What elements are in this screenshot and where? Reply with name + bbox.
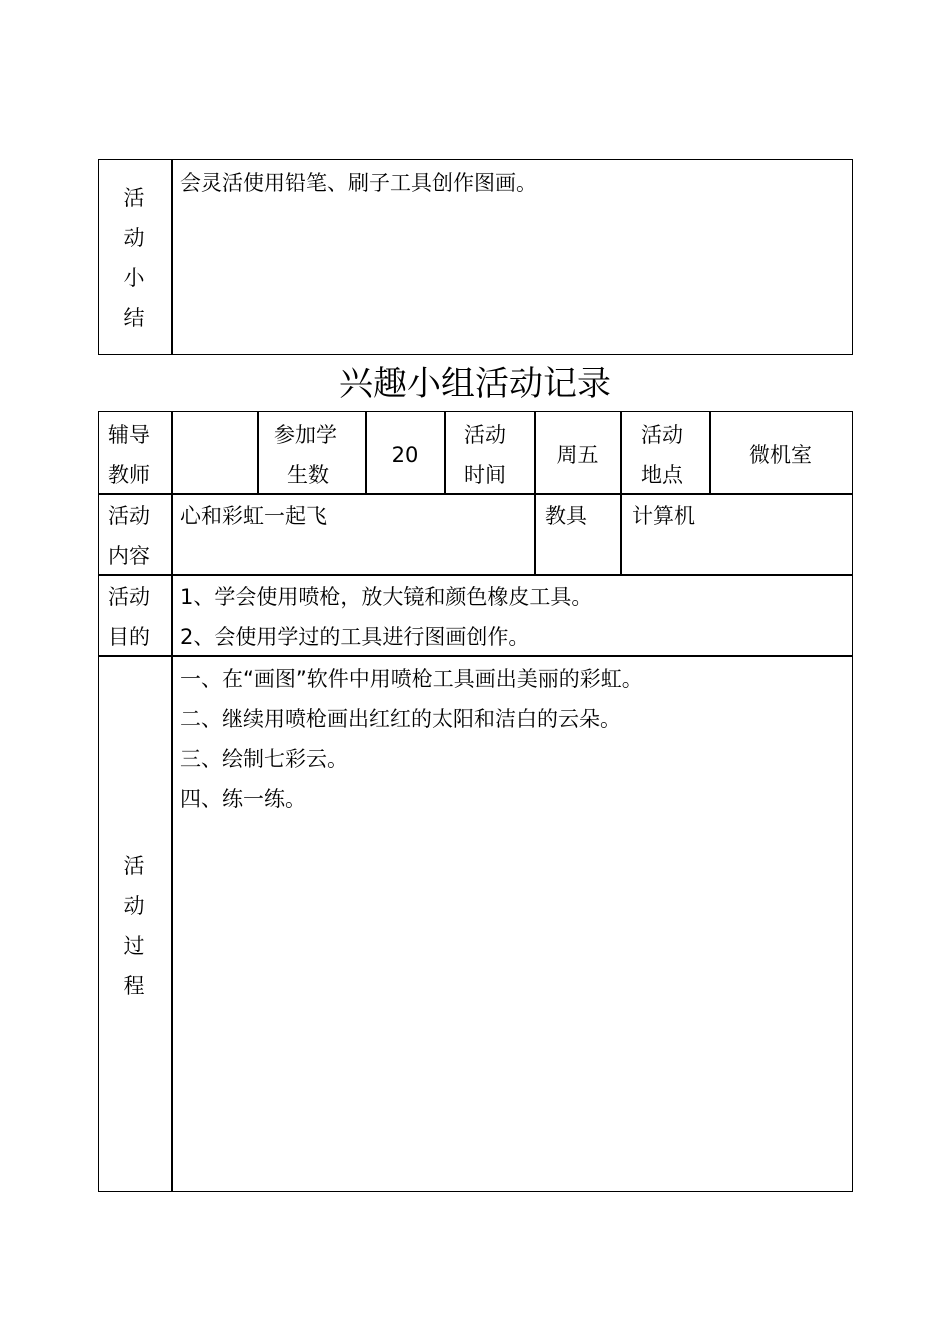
goal-label-line2: 目的 — [108, 625, 150, 649]
students-label-line2: 生数 — [287, 463, 329, 487]
place-label-line2: 地点 — [641, 463, 683, 487]
time-value: 周五 — [556, 443, 599, 467]
goal-label-line1: 活动 — [108, 585, 150, 609]
row1-divider-a — [257, 411, 259, 493]
summary-table-divider — [171, 159, 173, 355]
students-label-line1: 参加学 — [274, 423, 337, 447]
tools-value: 计算机 — [632, 504, 695, 528]
page-title: 兴趣小组活动记录 — [339, 364, 611, 404]
process-label: 活动过程 — [123, 854, 145, 998]
content-label-line1: 活动 — [108, 504, 150, 528]
time-label-line1: 活动 — [464, 423, 506, 447]
goal-item: 2、会使用学过的工具进行图画创作。 — [180, 625, 530, 649]
place-label-line1: 活动 — [641, 423, 683, 447]
content-label-line2: 内容 — [108, 544, 150, 568]
place-value: 微机室 — [749, 443, 812, 467]
row-divider-2 — [98, 574, 853, 576]
label-column-divider — [171, 411, 173, 1192]
tools-label: 教具 — [545, 504, 587, 528]
goal-item: 1、学会使用喷枪，放大镜和颜色橡皮工具。 — [180, 585, 593, 609]
process-step: 四、练一练。 — [180, 787, 306, 811]
students-value: 20 — [391, 443, 419, 467]
process-step: 三、绘制七彩云。 — [180, 747, 348, 771]
row1-divider-c — [444, 411, 446, 493]
content-value: 心和彩虹一起飞 — [180, 504, 327, 528]
summary-label: 活动小结 — [123, 186, 145, 330]
summary-content: 会灵活使用铅笔、刷子工具创作图画。 — [180, 171, 537, 195]
teacher-label-line1: 辅导 — [108, 423, 150, 447]
process-step: 一、在“画图”软件中用喷枪工具画出美丽的彩虹。 — [180, 667, 643, 691]
row1-divider-e — [620, 411, 622, 574]
time-label-line2: 时间 — [464, 463, 506, 487]
process-step: 二、继续用喷枪画出红红的太阳和洁白的云朵。 — [180, 707, 621, 731]
teacher-label-line2: 教师 — [108, 463, 150, 487]
